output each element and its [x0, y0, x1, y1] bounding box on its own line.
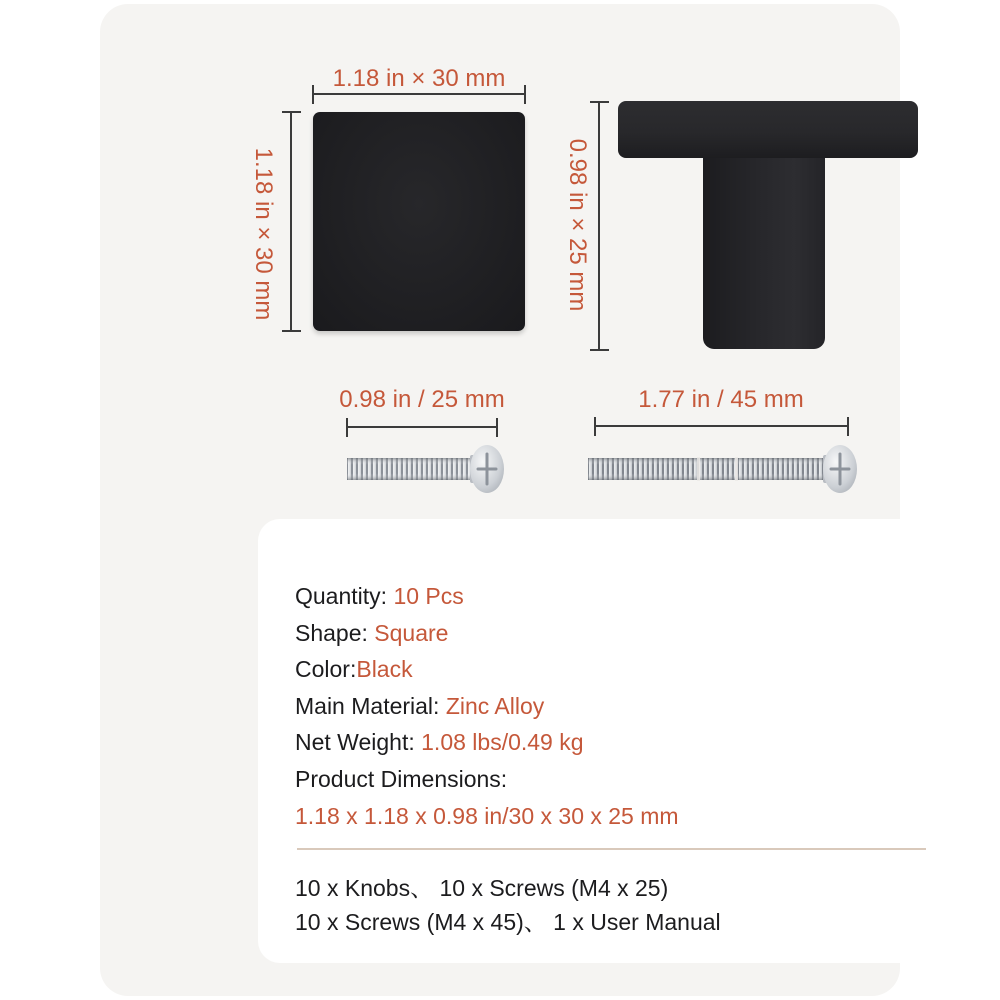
package-contents-line-2: 10 x Screws (M4 x 45)、 1 x User Manual	[295, 909, 721, 935]
spec-weight	[295, 724, 679, 761]
knob-side-view-stem-image	[703, 154, 825, 349]
spec-color-value: Black	[356, 656, 413, 683]
spec-card	[258, 519, 943, 963]
spec-quantity-label: Quantity:	[295, 583, 394, 609]
spec-list	[295, 578, 679, 834]
long-screw-length-label: 1.77 in / 45 mm	[638, 386, 804, 413]
knob-front-view-image	[313, 112, 525, 331]
side-knob-height-label: 0.98 in × 25 mm	[564, 138, 591, 312]
spec-shape-value: Square	[374, 619, 449, 646]
spec-dimensions-heading	[295, 761, 679, 798]
short-screw-dimension-line	[347, 426, 497, 428]
spec-dimensions-value: 1.18 x 1.18 x 0.98 in/30 x 30 x 25 mm	[295, 802, 679, 829]
spec-shape-label: Shape:	[295, 619, 375, 646]
short-screw-image	[346, 442, 506, 496]
knob-side-view-top-image	[618, 101, 918, 158]
spec-quantity-value: 10 Pcs	[393, 583, 464, 609]
spec-color	[295, 651, 679, 688]
spec-dimensions-label: Product Dimensions:	[295, 765, 508, 792]
side-knob-height-dimension-line	[598, 102, 600, 350]
long-screw-dimension-line	[595, 425, 848, 427]
spec-material	[295, 688, 679, 725]
spec-weight-value: 1.08 lbs/0.49 kg	[421, 729, 584, 756]
front-knob-width-label: 1.18 in × 30 mm	[332, 65, 506, 92]
spec-weight-label: Net Weight:	[295, 729, 422, 756]
front-knob-height-dimension-line	[290, 112, 292, 331]
spec-material-value: Zinc Alloy	[445, 692, 545, 719]
spec-quantity	[295, 578, 679, 615]
front-knob-width-dimension-line	[313, 93, 525, 95]
background-panel	[100, 4, 900, 996]
front-knob-height-label: 1.18 in × 30 mm	[250, 147, 277, 321]
card-divider	[297, 848, 926, 850]
package-contents-line-1: 10 x Knobs、 10 x Screws (M4 x 25)	[295, 875, 669, 901]
long-screw-image	[587, 442, 859, 496]
short-screw-length-label: 0.98 in / 25 mm	[339, 386, 505, 413]
spec-material-label: Main Material:	[295, 692, 446, 719]
package-contents-list	[295, 871, 721, 939]
spec-color-label: Color:	[295, 656, 357, 683]
spec-shape	[295, 615, 679, 652]
